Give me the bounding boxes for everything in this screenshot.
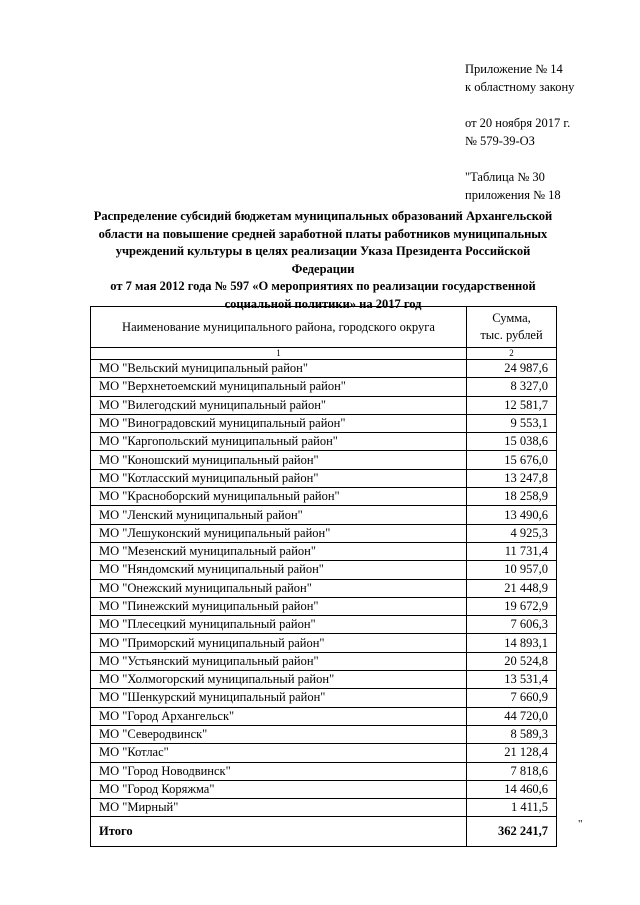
subsidy-amount: 12 581,7 — [467, 396, 557, 414]
municipality-name: МО "Красноборский муниципальный район" — [91, 488, 467, 506]
appendix-number: Приложение № 14 — [465, 62, 563, 76]
subsidy-amount: 20 524,8 — [467, 652, 557, 670]
table-row — [91, 396, 557, 414]
subsidy-amount: 13 490,6 — [467, 506, 557, 524]
municipality-name: МО "Устьянский муниципальный район" — [91, 652, 467, 670]
table-row — [91, 744, 557, 762]
title-line: социальной политики» на 2017 год — [224, 296, 422, 311]
table-row — [91, 616, 557, 634]
subsidy-amount: 9 553,1 — [467, 414, 557, 432]
municipality-name: МО "Ленский муниципальный район" — [91, 506, 467, 524]
table-row — [91, 524, 557, 542]
municipality-name: МО "Шенкурский муниципальный район" — [91, 689, 467, 707]
municipality-name: МО "Вилегодский муниципальный район" — [91, 396, 467, 414]
table-row — [91, 433, 557, 451]
municipality-name: МО "Город Новодвинск" — [91, 762, 467, 780]
table-row — [91, 652, 557, 670]
municipality-name: МО "Северодвинск" — [91, 725, 467, 743]
column-number-1: 1 — [91, 348, 467, 360]
table-row — [91, 671, 557, 689]
table-row — [91, 762, 557, 780]
to-regional-law: к областному закону — [465, 80, 575, 94]
subsidy-amount: 13 531,4 — [467, 671, 557, 689]
subsidy-amount: 4 925,3 — [467, 524, 557, 542]
column-number-2: 2 — [467, 348, 557, 360]
municipality-name: МО "Приморский муниципальный район" — [91, 634, 467, 652]
appendix-reference: приложения № 18 — [465, 188, 561, 202]
table-row — [91, 506, 557, 524]
subsidy-amount: 15 038,6 — [467, 433, 557, 451]
document-header — [465, 60, 635, 204]
subsidy-amount: 13 247,8 — [467, 469, 557, 487]
table-row — [91, 561, 557, 579]
subsidy-amount: 15 676,0 — [467, 451, 557, 469]
table-row — [91, 597, 557, 615]
table-row — [91, 725, 557, 743]
municipality-name: МО "Котласский муниципальный район" — [91, 469, 467, 487]
table-row — [91, 469, 557, 487]
table-body — [91, 360, 557, 847]
subsidy-table — [90, 306, 557, 847]
table-row — [91, 707, 557, 725]
municipality-name: МО "Вельский муниципальный район" — [91, 360, 467, 378]
municipality-name: МО "Пинежский муниципальный район" — [91, 597, 467, 615]
municipality-name: МО "Онежский муниципальный район" — [91, 579, 467, 597]
subsidy-amount: 14 893,1 — [467, 634, 557, 652]
total-row — [91, 817, 557, 847]
table-row — [91, 634, 557, 652]
municipality-name: МО "Няндомский муниципальный район" — [91, 561, 467, 579]
column-header-sum — [467, 307, 557, 348]
table-row — [91, 414, 557, 432]
subsidy-amount: 10 957,0 — [467, 561, 557, 579]
table-row — [91, 689, 557, 707]
table-row — [91, 579, 557, 597]
subsidy-amount: 21 448,9 — [467, 579, 557, 597]
title-line: от 7 мая 2012 года № 597 «О мероприятиях по реализации государственной — [110, 279, 536, 293]
municipality-name: МО "Мезенский муниципальный район" — [91, 542, 467, 560]
table-reference: "Таблица № 30 — [465, 170, 545, 184]
table-row — [91, 488, 557, 506]
subsidy-amount: 7 606,3 — [467, 616, 557, 634]
subsidy-amount: 7 660,9 — [467, 689, 557, 707]
column-header-sum-line2: тыс. рублей — [480, 328, 543, 342]
municipality-name: МО "Верхнетоемский муниципальный район" — [91, 378, 467, 396]
municipality-name: МО "Холмогорский муниципальный район" — [91, 671, 467, 689]
subsidy-amount: 18 258,9 — [467, 488, 557, 506]
document-title — [88, 208, 558, 313]
table-row — [91, 542, 557, 560]
subsidy-amount: 1 411,5 — [467, 799, 557, 817]
column-header-sum-line1: Сумма, — [492, 311, 531, 325]
municipality-name: МО "Город Коряжма" — [91, 780, 467, 798]
column-header-name: Наименование муниципального района, городского округа — [91, 307, 467, 348]
municipality-name: МО "Мирный" — [91, 799, 467, 817]
subsidy-amount: 8 327,0 — [467, 378, 557, 396]
title-line: области на повышение средней заработной платы работников муниципальных — [98, 226, 548, 241]
title-line: Распределение субсидий бюджетам муниципальных образований Архангельской — [93, 209, 553, 223]
total-sum: 362 241,7 — [467, 817, 557, 847]
law-date: от 20 ноября 2017 г. — [465, 116, 571, 130]
subsidy-amount: 11 731,4 — [467, 542, 557, 560]
municipality-name: МО "Город Архангельск" — [91, 707, 467, 725]
total-label: Итого — [91, 817, 467, 847]
table-row — [91, 780, 557, 798]
subsidy-amount: 19 672,9 — [467, 597, 557, 615]
subsidy-amount: 14 460,6 — [467, 780, 557, 798]
law-number: № 579-39-ОЗ — [465, 134, 535, 148]
municipality-name: МО "Коношский муниципальный район" — [91, 451, 467, 469]
subsidy-amount: 24 987,6 — [467, 360, 557, 378]
municipality-name: МО "Каргопольский муниципальный район" — [91, 433, 467, 451]
municipality-name: МО "Плесецкий муниципальный район" — [91, 616, 467, 634]
subsidy-amount: 7 818,6 — [467, 762, 557, 780]
closing-quote: " — [578, 818, 583, 830]
subsidy-amount: 21 128,4 — [467, 744, 557, 762]
municipality-name: МО "Виноградовский муниципальный район" — [91, 414, 467, 432]
municipality-name: МО "Котлас" — [91, 744, 467, 762]
table-row — [91, 799, 557, 817]
municipality-name: МО "Лешуконский муниципальный район" — [91, 524, 467, 542]
table-row — [91, 360, 557, 378]
subsidy-amount: 8 589,3 — [467, 725, 557, 743]
title-line: учреждений культуры в целях реализации Указа Президента Российской Федерации — [115, 244, 531, 276]
table-row — [91, 451, 557, 469]
table-row — [91, 378, 557, 396]
subsidy-amount: 44 720,0 — [467, 707, 557, 725]
